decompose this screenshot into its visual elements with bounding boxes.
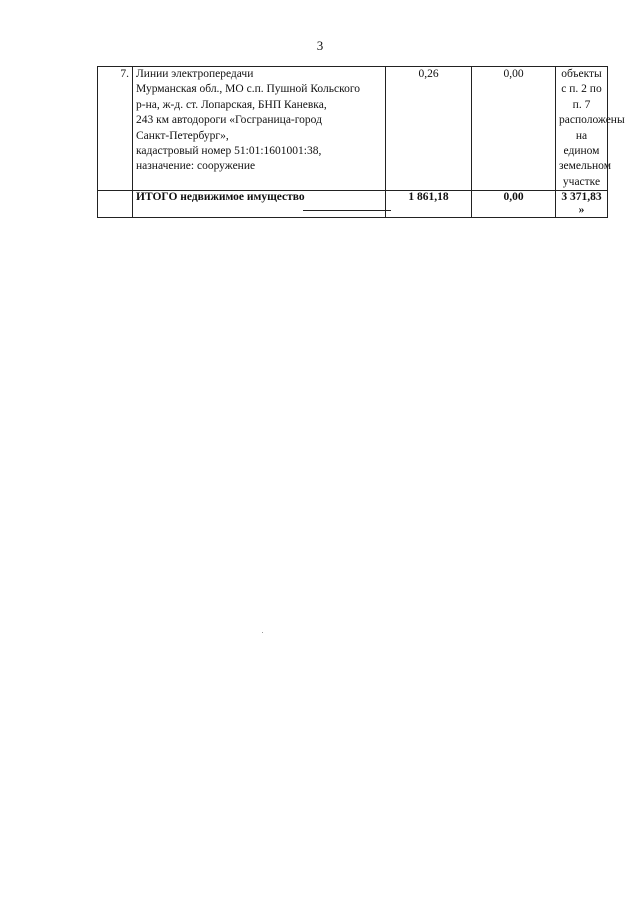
note-line: расположены	[559, 114, 625, 127]
total-number-cell	[98, 191, 133, 218]
row-description	[133, 67, 386, 191]
description-line: 243 км автодороги «Госграница-город	[136, 114, 322, 127]
note-line: на едином	[563, 129, 600, 158]
description-line: р-на, ж-д. ст. Лопарская, БНП Каневка,	[136, 98, 327, 111]
description-line: кадастровый номер 51:01:1601001:38,	[136, 145, 322, 158]
description-line: назначение: сооружение	[136, 160, 256, 173]
description-line: Линии электропередачи	[136, 68, 254, 80]
total-label: ИТОГО недвижимое имущество	[133, 191, 386, 218]
table-row	[98, 67, 608, 191]
note-line: с п. 2 по п. 7	[561, 83, 602, 111]
row-value-b: 0,00	[472, 67, 556, 191]
total-row	[98, 191, 608, 218]
description-line: Санкт-Петербург»,	[136, 129, 229, 142]
note-line: объекты	[561, 68, 602, 80]
total-value-a: 1 861,18	[386, 191, 472, 218]
row-value-a: 0,26	[386, 67, 472, 191]
row-note	[556, 67, 625, 191]
end-rule	[303, 210, 391, 211]
property-table	[97, 66, 625, 218]
note-line: земельном	[559, 160, 611, 173]
note-line: участке	[562, 175, 601, 188]
total-value-c: 3 371,83 »	[556, 191, 608, 218]
page-number: 3	[316, 38, 324, 53]
total-value-b: 0,00	[472, 191, 556, 218]
scan-speck	[262, 632, 263, 633]
row-number: 7.	[98, 67, 133, 191]
description-line: Мурманская обл., МО с.п. Пушной Кольского	[136, 83, 361, 96]
